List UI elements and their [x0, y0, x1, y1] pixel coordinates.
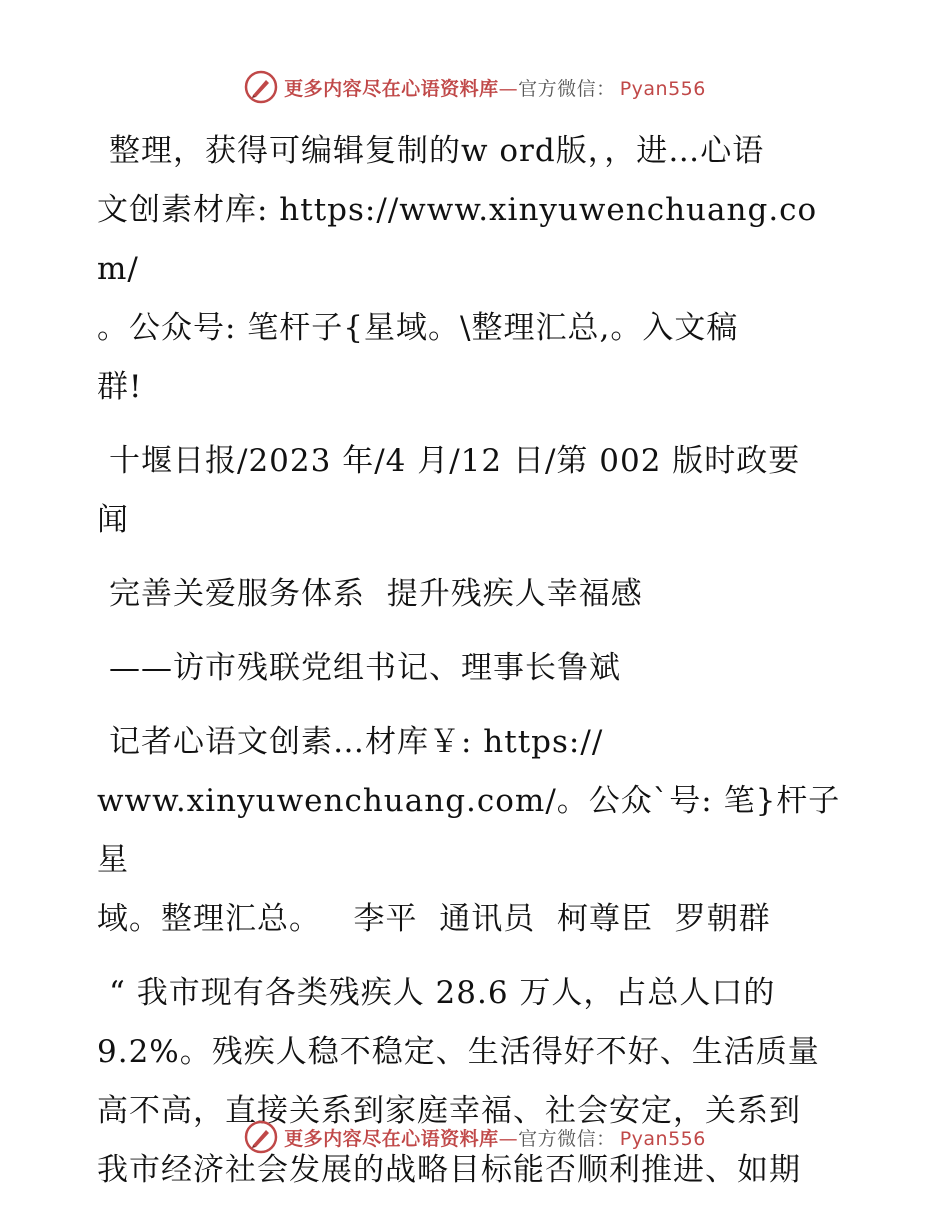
- pen-circle-logo-icon: [244, 1120, 278, 1154]
- watermark-dash: —: [498, 1127, 519, 1150]
- paragraph-line-1: “ 我市现有各类残疾人 28.6 万人，占总人口的: [109, 975, 776, 1011]
- paragraph-line-2: 9.2%。残疾人稳不稳定、生活得好不好、生活质量: [97, 1034, 820, 1070]
- watermark-official-label: 官方微信：: [518, 77, 616, 100]
- paragraph-line-4: 我市经济社会发展的战略目标能否顺利推进、如期: [97, 1152, 801, 1188]
- byline-line-1: 记者心语文创素…材库￥: https://: [109, 724, 604, 760]
- byline-line-2: www.xinyuwenchuang.com/。公众`号: 笔}杆子星: [97, 783, 841, 878]
- watermark-official-label: 官方微信：: [518, 1127, 616, 1150]
- dateline-line-2: 闻: [97, 502, 129, 538]
- dateline-line-1: 十堰日报/2023 年/4 月/12 日/第 002 版时政要: [109, 443, 801, 479]
- intro-line-4: 群!: [97, 369, 143, 405]
- article-headline: 完善关爱服务体系 提升残疾人幸福感: [109, 576, 643, 612]
- header-watermark: [0, 70, 950, 104]
- footer-watermark: [0, 1120, 950, 1154]
- watermark-wechat-id: Pyan556: [619, 77, 706, 100]
- document-body: [97, 122, 857, 1200]
- intro-line-2: 文创素材库: https://www.xinyuwenchuang.com/: [97, 192, 818, 287]
- watermark-wechat-id: Pyan556: [619, 1127, 706, 1150]
- watermark-brand: 更多内容尽在心语资料库: [284, 77, 499, 100]
- intro-line-3: 。公众号: 笔杆子{星域。\整理汇总,。入文稿: [97, 310, 739, 346]
- paragraph-line-3: 高不高，直接关系到家庭幸福、社会安定，关系到: [97, 1093, 801, 1129]
- byline-line-3: 域。整理汇总。 李平 通讯员 柯尊臣 罗朝群: [97, 901, 771, 937]
- watermark-brand: 更多内容尽在心语资料库: [284, 1127, 499, 1150]
- watermark-dash: —: [498, 77, 519, 100]
- article-subheadline: ——访市残联党组书记、理事长鲁斌: [109, 650, 621, 686]
- intro-line-1: 整理，获得可编辑复制的w ord版，，进…心语: [109, 133, 765, 169]
- pen-circle-logo-icon: [244, 70, 278, 104]
